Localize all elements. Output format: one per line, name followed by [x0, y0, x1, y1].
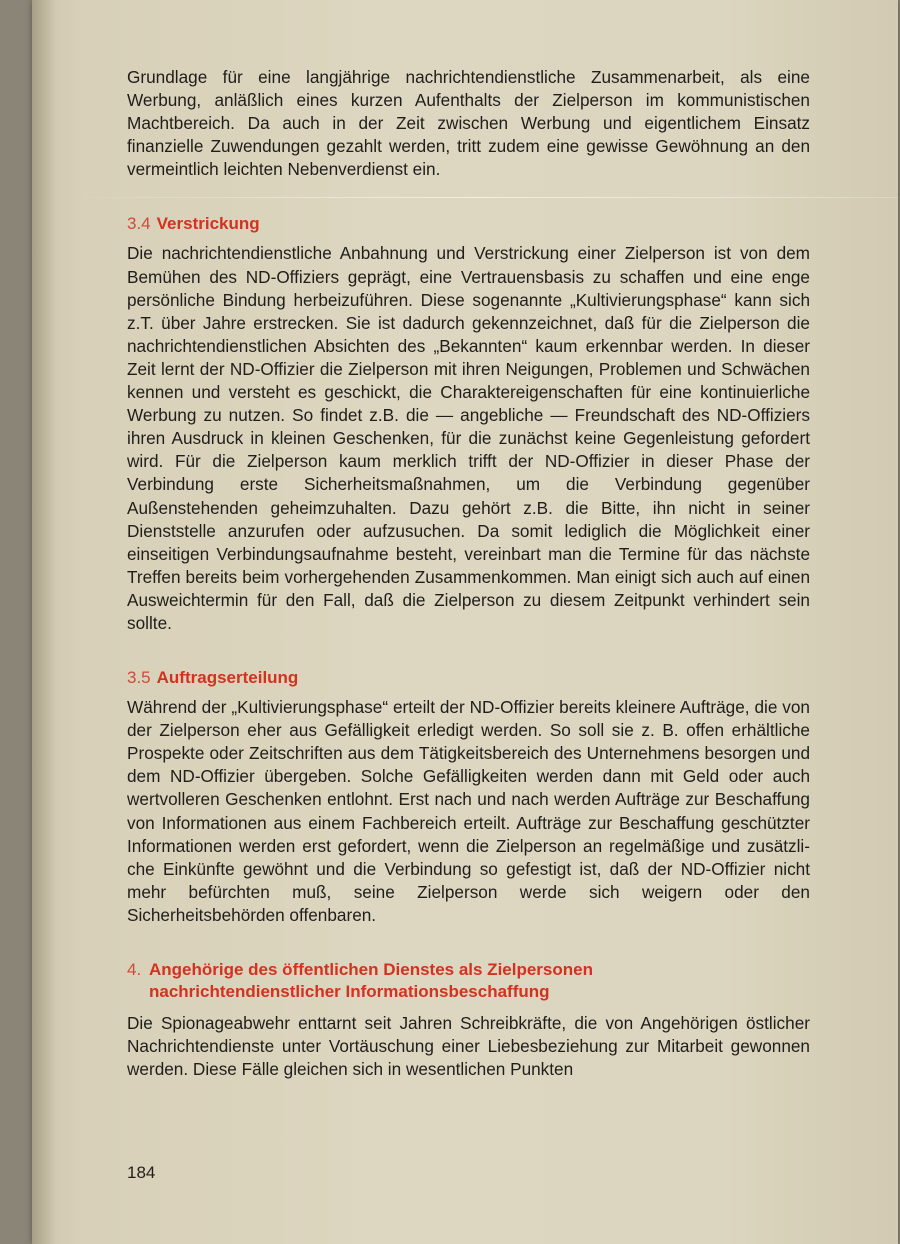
- section-4-number: 4.: [127, 960, 142, 979]
- section-3-5-number: 3.5: [127, 668, 151, 688]
- page-number: 184: [127, 1163, 156, 1182]
- book-page: [32, 0, 898, 1244]
- section-3-4-title: Verstrickung: [156, 214, 260, 234]
- section-3-4-heading: [127, 213, 810, 235]
- section-3-5-title: Auftragserteilung: [156, 668, 299, 688]
- section-3-5-paragraph: Während der „Kultivierungsphase“ erteilt der ND-Offizier bereits kleinere Aufträge, die von der Zielperson eher aus Gefälligkeit erledigt werden. So soll sie z. B. offen erhältliche Prospekte oder Zeitschriften aus dem Tätigkeitsbereich des Unternehmens besorgen und dem ND-Offizier übergeben. Solche Gefälligkeiten werden dann mit Geld oder auch wertvolleren Geschenken entlohnt. Erst nach und nach werden Aufträge zur Beschaffung von Informationen aus einem Fachbereich erteilt. Aufträge zur Beschaffung geschützter Informationen werden erst gefordert, wenn die Zielperson an regelmäßige und zusätzliche Einkünfte gewöhnt und die Verbindung so gefestigt ist, daß der ND-Offizier nicht mehr befürchten muß, seine Zielperson werde sich weigern oder den Sicherheitsbehörden offenbaren.: [127, 697, 810, 925]
- section-3-4-paragraph: Die nachrichtendienstliche Anbahnung und Verstrickung einer Zielperson ist von dem Bemühen des ND-Offiziers geprägt, eine Vertrauensbasis zu schaffen und eine enge persönliche Bindung herbeizuführen. Diese sogenannte „Kultivierungsphase“ kann sich z.T. über Jahre erstrecken. Sie ist dadurch gekennzeichnet, daß für die Zielperson die nachrichtendienstlichen Absichten des „Bekannten“ kaum erkennbar werden. In dieser Zeit lernt der ND-Offizier die Zielperson mit ihren Neigungen, Problemen und Schwächen kennen und versteht es geschickt, die Charaktereigenschaften für eine kontinuierliche Werbung zu nutzen. So findet z.B. die — angebliche — Freundschaft des ND-Offiziers ihren Ausdruck in kleinen Geschenken, für die zunächst keine Gegenleistung gefordert wird. Für die Zielperson kaum merklich trifft der ND-Offizier in dieser Phase der Verbindung erste Sicherheitsmaßnahmen, um die Verbindung gegenüber Außenstehenden geheimzuhalten. Dazu gehört z.B. die Bitte, ihn nicht in seiner Dienststelle anzurufen oder aufzusuchen. Da somit lediglich die Möglichkeit einer einseitigen Verbindungsaufnahme besteht, vereinbart man die Termine für das nächste Treffen bereits beim vorhergehenden Zusammenkommen. Man einigt sich auch auf einen Ausweichtermin für den Fall, daß die Zielperson zu diesem Zeitpunkt verhindert sein sollte.: [127, 243, 810, 633]
- page-content: [127, 66, 810, 1081]
- section-3-5-heading: [127, 667, 810, 689]
- section-4-title-line-1: Angehörige des öffentlichen Dienstes als Zielpersonen: [149, 960, 593, 979]
- section-4-paragraph: Die Spionageabwehr enttarnt seit Jahren Schreibkräfte, die von Angehörigen östlicher Nachrichtendienste unter Vortäuschung einer Liebesbeziehung zur Mitarbeit gewonnen werden. Diese Fälle gleichen sich in wesentlichen Punkten: [127, 1013, 810, 1080]
- section-4-heading: [127, 959, 810, 1003]
- intro-paragraph: Grundlage für eine langjährige nachrichtendienstliche Zusammenarbeit, als eine Werbung, anläßlich eines kurzen Aufenthalts der Zielperson im kommunistischen Machtbereich. Da auch in der Zeit zwischen Werbung und eigentlichem Einsatz finanzielle Zuwendungen gezahlt werden, tritt zudem eine gewisse Gewöhnung an den vermeintlich leichten Nebenverdienst ein.: [127, 67, 810, 180]
- page-binding-shadow: [32, 0, 56, 1244]
- section-3-4-number: 3.4: [127, 214, 151, 234]
- section-4-title-line-2: nachrichtendienstlicher Informationsbeschaffung: [149, 982, 550, 1001]
